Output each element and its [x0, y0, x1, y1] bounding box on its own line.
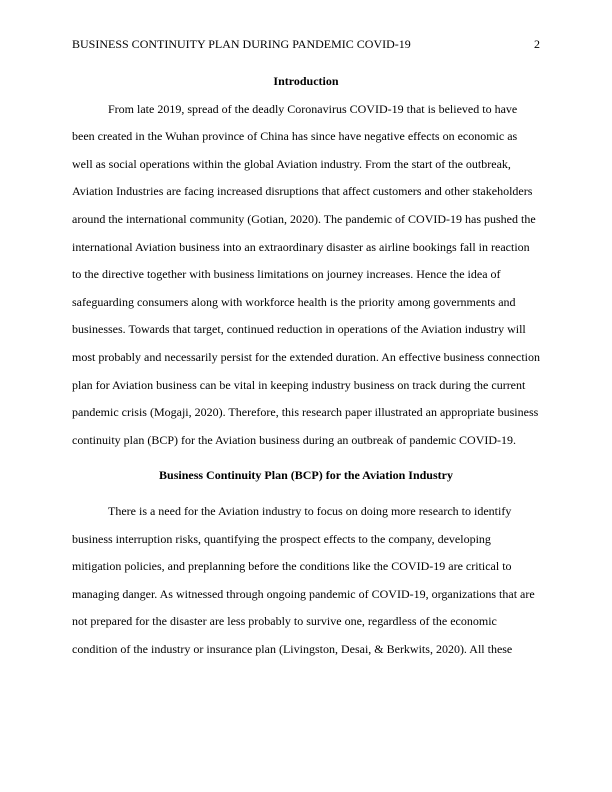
section-heading-introduction: Introduction	[273, 74, 339, 88]
running-head	[72, 36, 540, 52]
running-head-title: BUSINESS CONTINUITY PLAN DURING PANDEMIC COVID-19	[72, 37, 411, 51]
section-heading-bcp: Business Continuity Plan (BCP) for the Aviation Industry	[159, 468, 453, 483]
document-body	[72, 68, 540, 663]
bcp-paragraph: There is a need for the Aviation industry to focus on doing more research to identify business interruption risks, quantifying the prospect effects to the company, developing mitigation policies, and preplanning before the conditions like the COVID-19 are critical to managing danger. As witnessed through ongoing pandemic of COVID-19, organizations that are not prepared for the disaster are less probably to survive one, regardless of the economic condition of the industry or insurance plan (Livingston, Desai, & Berkwits, 2020). All these	[72, 503, 535, 656]
page-number: 2	[534, 37, 540, 51]
introduction-paragraph: From late 2019, spread of the deadly Coronavirus COVID-19 that is believed to have been created in the Wuhan province of China has since have negative effects on economic as well as social operations within the global Aviation industry. From the start of the outbreak, Aviation Industries are facing increased disruptions that affect customers and other stakeholders around the international community (Gotian, 2020). The pandemic of COVID-19 has pushed the international Aviation business into an extraordinary disaster as airline bookings fall in reaction to the directive together with business limitations on journey increases. Hence the idea of safeguarding consumers along with workforce health is the priority among governments and businesses. Towards that target, continued reduction in operations of the Aviation industry will most probably and necessarily persist for the extended duration. An effective business connection plan for Aviation business can be vital in keeping industry business on track during the current pandemic crisis (Mogaji, 2020). Therefore, this research paper illustrated an appropriate business continuity plan (BCP) for the Aviation business during an outbreak of pandemic COVID-19.	[72, 101, 540, 447]
